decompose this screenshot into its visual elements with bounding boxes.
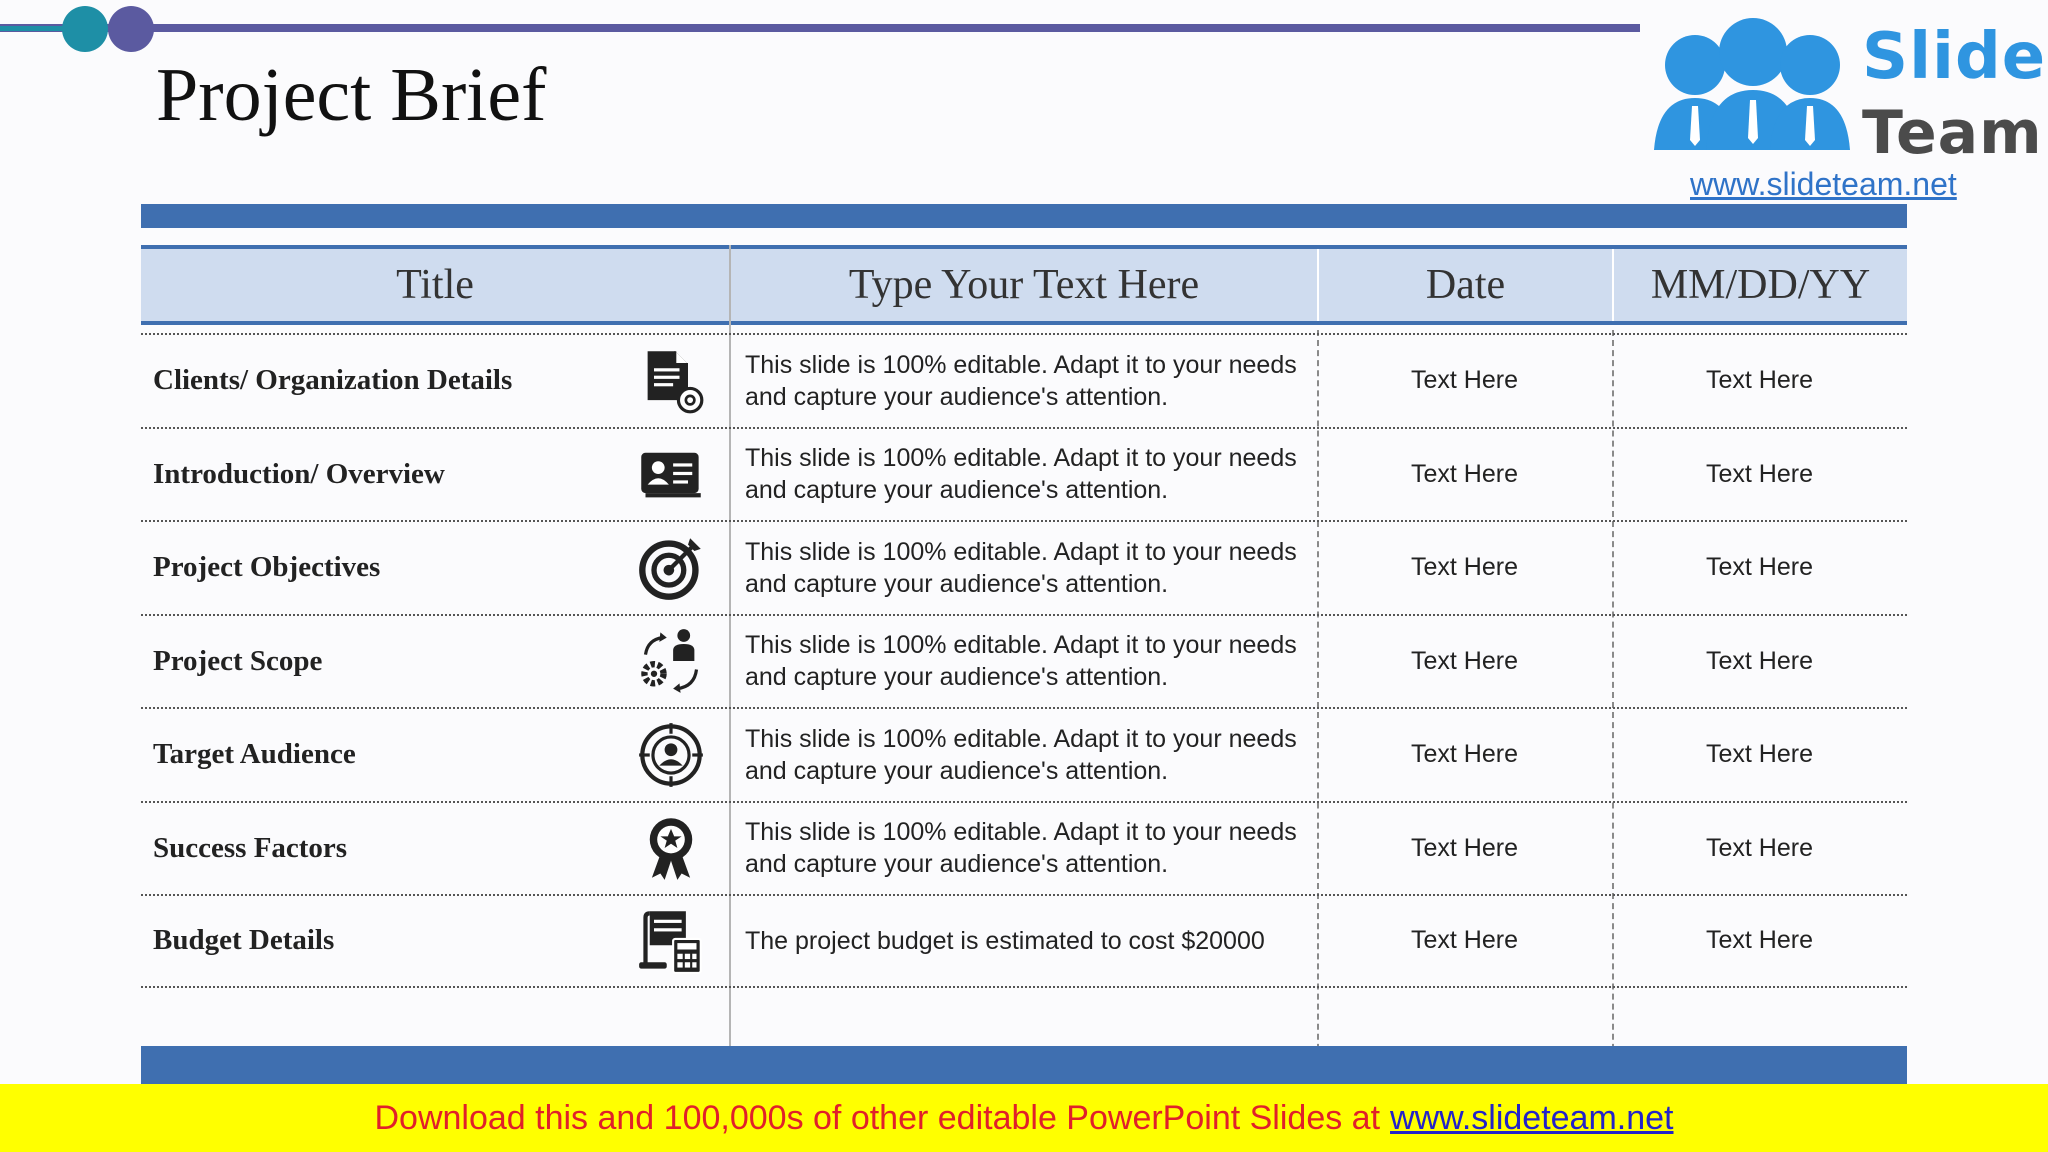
table-row [141,333,1907,427]
row-date: Text Here [1411,740,1518,769]
row-date: Text Here [1411,366,1518,395]
row-title-cell [141,803,729,895]
table-top-bar [141,204,1907,228]
row-title: Success Factors [153,831,348,864]
row-text: This slide is 100% editable. Adapt it to your needs and capture your audience's attention. [745,818,1297,879]
row-title-cell [141,429,729,521]
logo-url-link[interactable]: www.slideteam.net [1690,166,1957,202]
row-date: Text Here [1411,926,1518,955]
row-text: This slide is 100% editable. Adapt it to your needs and capture your audience's attention. [745,724,1297,785]
row-value: Text Here [1706,459,1813,488]
row-text: This slide is 100% editable. Adapt it to your needs and capture your audience's attention. [745,631,1297,692]
row-value: Text Here [1706,366,1813,395]
id-card-icon [637,440,705,508]
footer-link[interactable]: www.slideteam.net [1390,1098,1674,1137]
award-badge-icon [637,814,705,882]
row-title: Project Scope [153,644,323,677]
row-date: Text Here [1411,553,1518,582]
audience-target-icon [637,721,705,789]
header-text: Type Your Text Here [729,249,1317,321]
slideteam-logo [1640,10,2047,202]
table-row [141,801,1907,895]
top-accent-line [0,24,1650,32]
row-title: Target Audience [153,738,356,771]
header-mmddyy: MM/DD/YY [1612,249,1907,321]
target-arrow-icon [637,534,705,602]
accent-dot-purple [108,6,154,52]
row-title-cell [141,616,729,708]
row-text: The project budget is estimated to cost $20000 [745,926,1265,955]
row-value: Text Here [1706,740,1813,769]
budget-calculator-icon [637,907,705,975]
row-value: Text Here [1706,553,1813,582]
header-title: Title [396,262,474,308]
row-date: Text Here [1411,646,1518,675]
row-text: This slide is 100% editable. Adapt it to your needs and capture your audience's attention. [745,350,1297,411]
document-gear-icon [637,347,705,415]
table-bottom-bar [141,1046,1907,1086]
row-text: This slide is 100% editable. Adapt it to your needs and capture your audience's attention. [745,537,1297,598]
download-banner [0,1084,2048,1152]
row-title: Clients/ Organization Details [153,364,513,397]
table-row [141,427,1907,521]
table-row [141,707,1907,801]
row-text: This slide is 100% editable. Adapt it to your needs and capture your audience's attention. [745,444,1297,505]
footer-text: Download this and 100,000s of other editable PowerPoint Slides at [374,1098,1381,1137]
row-value: Text Here [1706,926,1813,955]
page-title: Project Brief [156,53,547,137]
row-value: Text Here [1706,833,1813,862]
table-body [141,333,1907,988]
table-row [141,520,1907,614]
logo-slide-word: Slide [1862,20,2047,94]
row-date: Text Here [1411,459,1518,488]
logo-team-word: Team [1862,98,2043,168]
row-title: Budget Details [153,924,335,957]
row-title-cell [141,896,729,986]
table-row [141,894,1907,988]
row-value: Text Here [1706,646,1813,675]
row-title-cell [141,522,729,614]
header-date: Date [1317,249,1612,321]
person-gear-cycle-icon [637,627,705,695]
row-title-cell [141,709,729,801]
row-title: Introduction/ Overview [153,457,445,490]
people-logo-icon [1640,10,1860,160]
accent-dot-teal [62,6,108,52]
row-title-cell [141,335,729,427]
row-date: Text Here [1411,833,1518,862]
table-row [141,614,1907,708]
table-header [141,245,1907,325]
row-title: Project Objectives [153,551,381,584]
